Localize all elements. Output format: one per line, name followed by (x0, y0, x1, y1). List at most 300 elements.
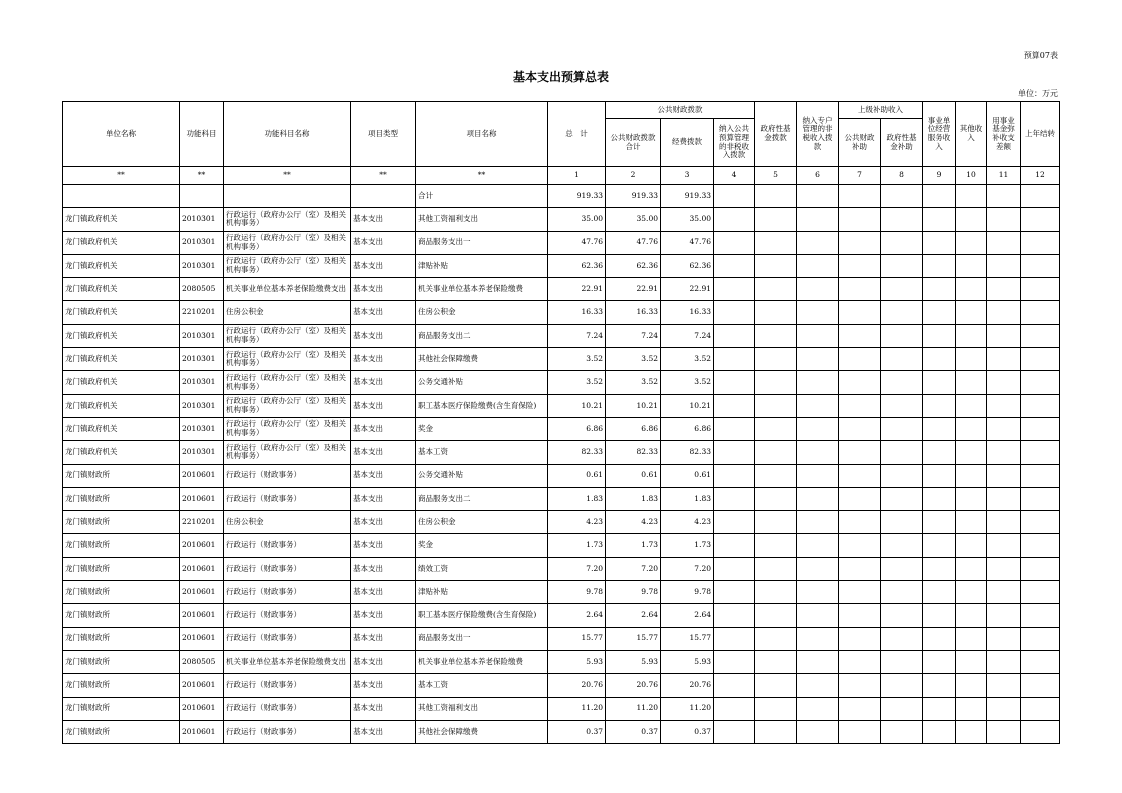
public-total-cell: 0.37 (606, 720, 661, 743)
empty-cell (923, 487, 956, 510)
project-type-cell: 基本支出 (351, 487, 416, 510)
empty-cell (956, 720, 987, 743)
empty-cell (755, 464, 797, 487)
project-type-cell: 基本支出 (351, 278, 416, 301)
empty-cell (881, 557, 923, 580)
empty-cell (1021, 208, 1060, 231)
header-project-name: 项目名称 (416, 102, 548, 167)
header-unit-name: 单位名称 (63, 102, 180, 167)
table-row (63, 557, 1060, 580)
table-row (63, 674, 1060, 697)
unit-name-cell: 龙门镇财政所 (63, 534, 180, 557)
empty-cell (714, 348, 755, 371)
empty-cell (956, 627, 987, 650)
empty-cell (923, 348, 956, 371)
empty-cell (987, 208, 1021, 231)
operating-cell: 16.33 (661, 301, 714, 324)
header-func-code: 功能科目 (180, 102, 224, 167)
empty-cell (797, 324, 839, 347)
func-code-cell: 2080505 (180, 650, 224, 673)
empty-cell (956, 254, 987, 277)
empty-cell (881, 254, 923, 277)
func-name-cell: 行政运行（财政事务） (224, 604, 351, 627)
empty-cell (714, 324, 755, 347)
project-name-cell: 住房公积金 (416, 301, 548, 324)
empty-cell (797, 697, 839, 720)
func-code-cell: 2010301 (180, 231, 224, 254)
func-code-cell: 2010301 (180, 348, 224, 371)
empty-cell (956, 534, 987, 557)
empty-cell (987, 417, 1021, 440)
empty-cell (714, 697, 755, 720)
unit-name-cell: 龙门镇政府机关 (63, 417, 180, 440)
empty-cell (797, 301, 839, 324)
empty-cell (1021, 627, 1060, 650)
empty-cell (881, 208, 923, 231)
empty-cell (923, 604, 956, 627)
empty-cell (714, 208, 755, 231)
empty-cell (923, 674, 956, 697)
empty-cell (755, 674, 797, 697)
total-cell: 7.24 (548, 324, 606, 347)
empty-cell (956, 697, 987, 720)
empty-cell (923, 231, 956, 254)
empty-cell (839, 627, 881, 650)
empty-cell (755, 604, 797, 627)
empty-cell (714, 581, 755, 604)
total-cell: 11.20 (548, 697, 606, 720)
empty-cell (987, 511, 1021, 534)
project-name-cell: 基本工资 (416, 441, 548, 464)
header-public-finance-total: 公共财政拨款合计 (606, 119, 661, 167)
operating-cell: 10.21 (661, 394, 714, 417)
operating-cell: 9.78 (661, 581, 714, 604)
empty-cell (881, 487, 923, 510)
empty-cell (1021, 650, 1060, 673)
public-total-cell: 35.00 (606, 208, 661, 231)
column-number: 5 (755, 167, 797, 185)
func-code-cell: 2010601 (180, 697, 224, 720)
empty-cell (797, 720, 839, 743)
func-code-cell: 2010301 (180, 208, 224, 231)
empty-cell (881, 674, 923, 697)
func-code-cell: 2010601 (180, 674, 224, 697)
empty-cell (956, 487, 987, 510)
func-name-cell: 行政运行（财政事务） (224, 720, 351, 743)
total-label: 合计 (416, 185, 548, 208)
project-name-cell: 职工基本医疗保险缴费(含生育保险) (416, 394, 548, 417)
public-total-cell: 4.23 (606, 511, 661, 534)
empty-cell (1021, 464, 1060, 487)
empty-cell (797, 464, 839, 487)
empty-cell (839, 324, 881, 347)
empty-cell (1021, 557, 1060, 580)
empty-cell (987, 301, 1021, 324)
empty-cell (839, 301, 881, 324)
empty-cell (987, 557, 1021, 580)
empty-cell (987, 464, 1021, 487)
empty-cell (714, 487, 755, 510)
project-name-cell: 职工基本医疗保险缴费(含生育保险) (416, 604, 548, 627)
operating-cell: 22.91 (661, 278, 714, 301)
empty-cell (987, 581, 1021, 604)
empty-cell (1021, 511, 1060, 534)
empty-cell (797, 627, 839, 650)
func-name-cell: 行政运行（财政事务） (224, 697, 351, 720)
empty-cell (714, 464, 755, 487)
empty-cell (714, 394, 755, 417)
header-superior-gov-fund: 政府性基金补助 (881, 119, 923, 167)
header-superior-subsidy: 上级补助收入 (839, 102, 923, 119)
total-cell: 7.20 (548, 557, 606, 580)
func-name-cell: 行政运行（政府办公厅（室）及相关机构事务） (224, 371, 351, 394)
empty-cell (1021, 254, 1060, 277)
empty-cell (987, 348, 1021, 371)
empty-cell (881, 324, 923, 347)
empty-cell (755, 720, 797, 743)
table-row (63, 441, 1060, 464)
empty-cell (839, 650, 881, 673)
public-total-cell: 3.52 (606, 348, 661, 371)
header-superior-public-finance: 公共财政补助 (839, 119, 881, 167)
project-type-cell: 基本支出 (351, 394, 416, 417)
operating-cell: 0.61 (661, 464, 714, 487)
empty-cell (881, 371, 923, 394)
func-name-cell: 行政运行（财政事务） (224, 557, 351, 580)
empty-cell (956, 301, 987, 324)
empty-cell (923, 301, 956, 324)
empty-cell (881, 301, 923, 324)
empty-cell (839, 511, 881, 534)
empty-cell (1021, 301, 1060, 324)
empty-cell (956, 674, 987, 697)
total-public-value: 919.33 (606, 185, 661, 208)
empty-cell (839, 557, 881, 580)
empty-cell (755, 417, 797, 440)
empty-cell (839, 441, 881, 464)
empty-cell (923, 697, 956, 720)
total-cell: 35.00 (548, 208, 606, 231)
unit-name-cell: 龙门镇财政所 (63, 581, 180, 604)
unit-name-cell: 龙门镇财政所 (63, 720, 180, 743)
public-total-cell: 62.36 (606, 254, 661, 277)
empty-cell (755, 371, 797, 394)
func-code-cell: 2010601 (180, 720, 224, 743)
empty-cell (714, 534, 755, 557)
public-total-cell: 15.77 (606, 627, 661, 650)
star-cell: ** (351, 167, 416, 185)
project-type-cell: 基本支出 (351, 650, 416, 673)
empty-cell (956, 371, 987, 394)
project-name-cell: 津贴补贴 (416, 254, 548, 277)
empty-cell (881, 511, 923, 534)
project-name-cell: 其他工资福利支出 (416, 208, 548, 231)
empty-cell (797, 650, 839, 673)
empty-cell (755, 650, 797, 673)
project-name-cell: 公务交通补贴 (416, 464, 548, 487)
header-non-tax-income: 纳入公共预算管理的非税收入拨款 (714, 119, 755, 167)
empty-cell (987, 231, 1021, 254)
func-name-cell: 机关事业单位基本养老保险缴费支出 (224, 278, 351, 301)
empty-cell (755, 301, 797, 324)
operating-cell: 82.33 (661, 441, 714, 464)
empty-cell (881, 441, 923, 464)
unit-name-cell: 龙门镇政府机关 (63, 278, 180, 301)
project-name-cell: 绩效工资 (416, 557, 548, 580)
func-name-cell: 行政运行（政府办公厅（室）及相关机构事务） (224, 208, 351, 231)
project-type-cell: 基本支出 (351, 254, 416, 277)
table-row (63, 650, 1060, 673)
empty-cell (956, 278, 987, 301)
empty-cell (987, 278, 1021, 301)
empty-cell (839, 534, 881, 557)
public-total-cell: 1.73 (606, 534, 661, 557)
project-type-cell: 基本支出 (351, 208, 416, 231)
column-number: 3 (661, 167, 714, 185)
unit-name-cell: 龙门镇财政所 (63, 557, 180, 580)
empty-cell (881, 278, 923, 301)
project-name-cell: 机关事业单位基本养老保险缴费 (416, 650, 548, 673)
empty-cell (881, 417, 923, 440)
total-cell: 22.91 (548, 278, 606, 301)
column-number: 8 (881, 167, 923, 185)
func-code-cell: 2210201 (180, 301, 224, 324)
empty-cell (923, 464, 956, 487)
operating-cell: 7.20 (661, 557, 714, 580)
table-row (63, 417, 1060, 440)
empty-cell (881, 464, 923, 487)
func-code-cell: 2010301 (180, 324, 224, 347)
unit-name-cell: 龙门镇政府机关 (63, 371, 180, 394)
header-prior-year-balance: 上年结转 (1021, 102, 1060, 167)
func-code-cell: 2010601 (180, 557, 224, 580)
empty-cell (755, 394, 797, 417)
operating-cell: 47.76 (661, 231, 714, 254)
empty-cell (797, 417, 839, 440)
func-code-cell: 2010301 (180, 417, 224, 440)
project-name-cell: 住房公积金 (416, 511, 548, 534)
empty-cell (714, 301, 755, 324)
public-total-cell: 11.20 (606, 697, 661, 720)
public-total-cell: 10.21 (606, 394, 661, 417)
empty-cell (839, 604, 881, 627)
func-name-cell: 行政运行（财政事务） (224, 581, 351, 604)
empty-cell (714, 557, 755, 580)
empty-cell (1021, 441, 1060, 464)
column-number: 4 (714, 167, 755, 185)
column-number: 6 (797, 167, 839, 185)
table-row (63, 511, 1060, 534)
table-row (63, 231, 1060, 254)
empty-cell (956, 394, 987, 417)
func-name-cell: 行政运行（政府办公厅（室）及相关机构事务） (224, 417, 351, 440)
unit-name-cell: 龙门镇政府机关 (63, 348, 180, 371)
empty-cell (1021, 278, 1060, 301)
empty-cell (797, 231, 839, 254)
project-type-cell: 基本支出 (351, 557, 416, 580)
operating-cell: 5.93 (661, 650, 714, 673)
func-name-cell: 行政运行（政府办公厅（室）及相关机构事务） (224, 441, 351, 464)
operating-cell: 7.24 (661, 324, 714, 347)
header-project-type: 项目类型 (351, 102, 416, 167)
empty-cell (1021, 674, 1060, 697)
empty-cell (923, 254, 956, 277)
total-cell: 5.93 (548, 650, 606, 673)
func-name-cell: 行政运行（财政事务） (224, 464, 351, 487)
project-name-cell: 其他工资福利支出 (416, 697, 548, 720)
column-number: 11 (987, 167, 1021, 185)
empty-cell (956, 417, 987, 440)
func-name-cell: 行政运行（财政事务） (224, 674, 351, 697)
project-type-cell: 基本支出 (351, 417, 416, 440)
project-name-cell: 奖金 (416, 534, 548, 557)
header-business-fund-gap: 用事业基金弥补收支差额 (987, 102, 1021, 167)
empty-cell (797, 581, 839, 604)
empty-cell (839, 348, 881, 371)
table-row (63, 487, 1060, 510)
func-code-cell: 2010601 (180, 581, 224, 604)
column-number: 12 (1021, 167, 1060, 185)
star-cell: ** (180, 167, 224, 185)
empty-cell (839, 417, 881, 440)
column-number-row (63, 167, 1060, 185)
empty-cell (755, 348, 797, 371)
empty-cell (987, 324, 1021, 347)
empty-cell (797, 208, 839, 231)
total-cell: 6.86 (548, 417, 606, 440)
empty-cell (956, 208, 987, 231)
project-name-cell: 商品服务支出一 (416, 231, 548, 254)
table-row (63, 534, 1060, 557)
operating-cell: 15.77 (661, 627, 714, 650)
project-type-cell: 基本支出 (351, 464, 416, 487)
empty-cell (956, 441, 987, 464)
empty-cell (755, 487, 797, 510)
empty-cell (987, 720, 1021, 743)
empty-cell (755, 208, 797, 231)
empty-cell (987, 487, 1021, 510)
operating-cell: 3.52 (661, 371, 714, 394)
empty-cell (956, 348, 987, 371)
table-row (63, 301, 1060, 324)
empty-cell (923, 511, 956, 534)
total-cell: 2.64 (548, 604, 606, 627)
budget-table (62, 101, 1060, 744)
func-code-cell: 2010601 (180, 604, 224, 627)
table-row (63, 697, 1060, 720)
func-name-cell: 行政运行（政府办公厅（室）及相关机构事务） (224, 348, 351, 371)
empty-cell (881, 581, 923, 604)
column-number: 7 (839, 167, 881, 185)
column-number: 2 (606, 167, 661, 185)
empty-cell (987, 534, 1021, 557)
public-total-cell: 16.33 (606, 301, 661, 324)
total-operating-value: 919.33 (661, 185, 714, 208)
operating-cell: 1.83 (661, 487, 714, 510)
empty-cell (987, 254, 1021, 277)
empty-cell (923, 581, 956, 604)
empty-cell (1021, 324, 1060, 347)
empty-cell (797, 371, 839, 394)
unit-name-cell: 龙门镇政府机关 (63, 301, 180, 324)
total-value: 919.33 (548, 185, 606, 208)
empty-cell (956, 581, 987, 604)
public-total-cell: 20.76 (606, 674, 661, 697)
func-name-cell: 行政运行（财政事务） (224, 487, 351, 510)
page-title: 基本支出预算总表 (512, 70, 609, 84)
project-name-cell: 商品服务支出二 (416, 324, 548, 347)
empty-cell (797, 557, 839, 580)
public-total-cell: 7.24 (606, 324, 661, 347)
empty-cell (714, 254, 755, 277)
empty-cell (1021, 720, 1060, 743)
star-cell: ** (63, 167, 180, 185)
empty-cell (755, 627, 797, 650)
project-type-cell: 基本支出 (351, 231, 416, 254)
project-type-cell: 基本支出 (351, 581, 416, 604)
unit-name-cell: 龙门镇政府机关 (63, 441, 180, 464)
func-code-cell: 2010301 (180, 254, 224, 277)
header-special-non-tax: 纳入专户管理的非税收入拨款 (797, 102, 839, 167)
unit-name-cell: 龙门镇财政所 (63, 627, 180, 650)
unit-name-cell: 龙门镇财政所 (63, 464, 180, 487)
project-type-cell: 基本支出 (351, 720, 416, 743)
form-number: 预算07表 (1023, 51, 1058, 60)
empty-cell (956, 604, 987, 627)
empty-cell (923, 441, 956, 464)
header-operating-funds: 经费拨款 (661, 119, 714, 167)
empty-cell (987, 697, 1021, 720)
public-total-cell: 1.83 (606, 487, 661, 510)
empty-cell (839, 371, 881, 394)
table-row (63, 254, 1060, 277)
unit-name-cell: 龙门镇财政所 (63, 650, 180, 673)
func-code-cell: 2010601 (180, 627, 224, 650)
empty-cell (923, 278, 956, 301)
empty-cell (923, 417, 956, 440)
table-row (63, 394, 1060, 417)
empty-cell (923, 627, 956, 650)
empty-cell (714, 417, 755, 440)
empty-cell (755, 581, 797, 604)
empty-cell (987, 650, 1021, 673)
total-cell: 1.73 (548, 534, 606, 557)
empty-cell (839, 464, 881, 487)
func-code-cell: 2080505 (180, 278, 224, 301)
empty-cell (714, 278, 755, 301)
func-code-cell: 2010301 (180, 441, 224, 464)
unit-name-cell: 龙门镇政府机关 (63, 394, 180, 417)
func-code-cell: 2010601 (180, 464, 224, 487)
empty-cell (839, 674, 881, 697)
empty-cell (797, 441, 839, 464)
public-total-cell: 47.76 (606, 231, 661, 254)
unit-name-cell: 龙门镇政府机关 (63, 231, 180, 254)
empty-cell (714, 604, 755, 627)
empty-cell (1021, 487, 1060, 510)
total-cell: 4.23 (548, 511, 606, 534)
empty-cell (1021, 604, 1060, 627)
project-name-cell: 奖金 (416, 417, 548, 440)
empty-cell (956, 511, 987, 534)
empty-cell (881, 627, 923, 650)
empty-cell (755, 254, 797, 277)
table-row (63, 348, 1060, 371)
empty-cell (797, 511, 839, 534)
public-total-cell: 9.78 (606, 581, 661, 604)
empty-cell (839, 254, 881, 277)
empty-cell (923, 371, 956, 394)
